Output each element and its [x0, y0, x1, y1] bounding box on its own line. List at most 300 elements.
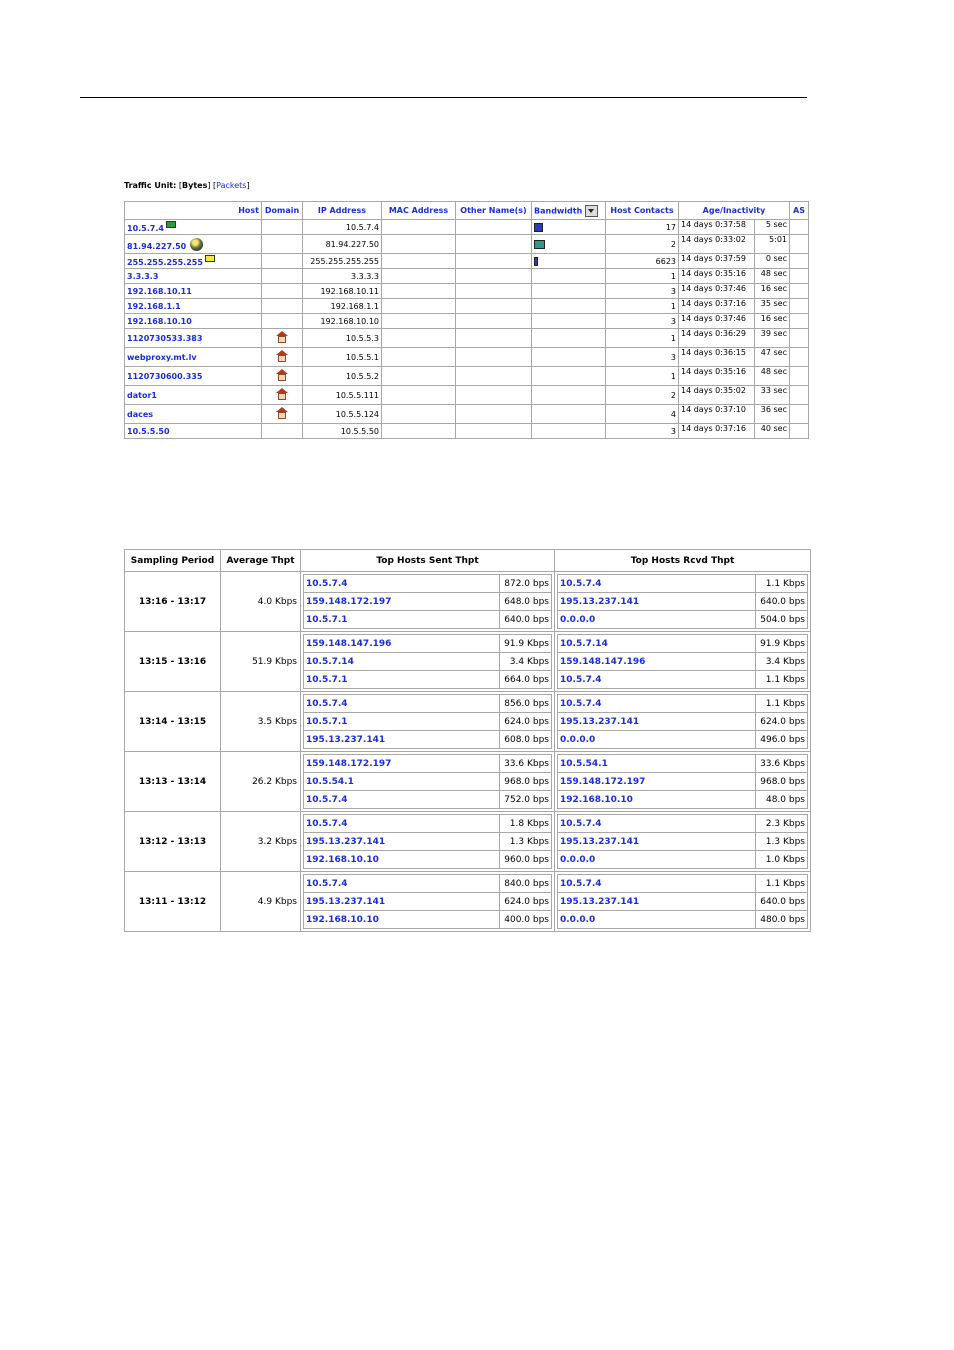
- host-link[interactable]: 195.13.237.141: [304, 893, 500, 911]
- list-item: [304, 575, 552, 593]
- thpt-value: 608.0 bps: [500, 731, 552, 749]
- thpt-value: 752.0 bps: [500, 791, 552, 809]
- table-row: [125, 386, 809, 405]
- host-link[interactable]: 192.168.10.11: [127, 286, 192, 296]
- average-thpt-cell: 3.5 Kbps: [221, 692, 301, 752]
- host-cell[interactable]: [125, 386, 262, 405]
- col-age-header[interactable]: Age/Inactivity: [679, 202, 790, 220]
- col-host-header[interactable]: Host: [125, 202, 262, 220]
- mac-cell: [382, 348, 456, 367]
- age-cell: [679, 235, 790, 254]
- rcvd-hosts-subtable: [557, 874, 808, 929]
- table-row: [125, 405, 809, 424]
- host-link[interactable]: 255.255.255.255: [127, 258, 203, 267]
- bandwidth-cell: [532, 348, 606, 367]
- host-link[interactable]: 192.168.10.10: [304, 851, 500, 869]
- host-link[interactable]: 195.13.237.141: [558, 893, 756, 911]
- mac-cell: [382, 405, 456, 424]
- contacts-cell: 6623: [606, 254, 679, 269]
- hosts-header-row: [125, 202, 809, 220]
- list-item: [304, 635, 552, 653]
- table-row: [125, 572, 811, 632]
- sort-down-icon[interactable]: [585, 205, 598, 217]
- table-row: [125, 367, 809, 386]
- bandwidth-cell: [532, 314, 606, 329]
- bracket-sep: ] [: [207, 181, 217, 190]
- age-cell: [679, 284, 790, 299]
- list-item: [304, 611, 552, 629]
- rcvd-hosts-subtable: [557, 754, 808, 809]
- rcvd-hosts-subtable: [557, 574, 808, 629]
- host-link[interactable]: 192.168.10.10: [558, 791, 756, 809]
- other-names-cell: [456, 405, 532, 424]
- mac-cell: [382, 269, 456, 284]
- bandwidth-cell: [532, 367, 606, 386]
- as-cell: [790, 235, 809, 254]
- mac-cell: [382, 424, 456, 439]
- inactivity-value: 40 sec: [760, 424, 787, 433]
- table-row: [125, 299, 809, 314]
- domain-cell: [262, 329, 303, 348]
- bandwidth-bar: [534, 223, 543, 232]
- host-link[interactable]: 159.148.172.197: [558, 773, 756, 791]
- bandwidth-bar: [534, 240, 545, 249]
- host-link[interactable]: 10.5.7.14: [558, 635, 756, 653]
- list-item: [304, 893, 552, 911]
- host-link[interactable]: 10.5.7.4: [304, 791, 500, 809]
- top-sent-cell: [301, 632, 555, 692]
- host-link[interactable]: 0.0.0.0: [558, 851, 756, 869]
- flag-icon: [205, 255, 215, 262]
- contacts-cell: 2: [606, 386, 679, 405]
- host-cell[interactable]: [125, 314, 262, 329]
- ip-cell: 10.5.5.1: [303, 348, 382, 367]
- thpt-value: 1.3 Kbps: [500, 833, 552, 851]
- thpt-value: 872.0 bps: [500, 575, 552, 593]
- thpt-value: 640.0 bps: [500, 611, 552, 629]
- host-link[interactable]: 10.5.7.4: [304, 875, 500, 893]
- host-link[interactable]: 3.3.3.3: [127, 271, 159, 281]
- hosts-table: [124, 201, 809, 439]
- table-row: [125, 254, 809, 269]
- average-thpt-cell: 4.0 Kbps: [221, 572, 301, 632]
- other-names-cell: [456, 348, 532, 367]
- table-row: [125, 424, 809, 439]
- sampling-period-cell: 13:11 - 13:12: [125, 872, 221, 932]
- other-names-cell: [456, 329, 532, 348]
- other-names-cell: [456, 220, 532, 235]
- table-row: [125, 632, 811, 692]
- average-thpt-cell: 4.9 Kbps: [221, 872, 301, 932]
- list-item: [558, 671, 808, 689]
- contacts-cell: 1: [606, 269, 679, 284]
- thpt-value: 400.0 bps: [500, 911, 552, 929]
- age-cell: [679, 299, 790, 314]
- mac-cell: [382, 314, 456, 329]
- age-value: 14 days 0:35:16: [679, 269, 755, 283]
- domain-cell: [262, 314, 303, 329]
- host-link[interactable]: 159.148.172.197: [304, 755, 500, 773]
- bandwidth-cell: [532, 424, 606, 439]
- host-cell[interactable]: [125, 405, 262, 424]
- host-link[interactable]: 10.5.7.1: [304, 611, 500, 629]
- as-cell: [790, 269, 809, 284]
- domain-cell: [262, 254, 303, 269]
- age-cell: [679, 220, 790, 235]
- mac-cell: [382, 367, 456, 386]
- host-link[interactable]: 10.5.54.1: [304, 773, 500, 791]
- age-cell: [679, 424, 790, 439]
- bandwidth-cell: [532, 254, 606, 269]
- list-item: [558, 815, 808, 833]
- thpt-value: 2.3 Kbps: [756, 815, 808, 833]
- list-item: [558, 575, 808, 593]
- host-link[interactable]: daces: [127, 409, 154, 419]
- domain-cell: [262, 424, 303, 439]
- list-item: [304, 875, 552, 893]
- other-names-cell: [456, 284, 532, 299]
- contacts-cell: 17: [606, 220, 679, 235]
- col-mac-header[interactable]: MAC Address: [382, 202, 456, 220]
- thpt-value: 968.0 bps: [500, 773, 552, 791]
- thpt-value: 1.1 Kbps: [756, 671, 808, 689]
- thpt-value: 640.0 bps: [756, 893, 808, 911]
- mac-cell: [382, 386, 456, 405]
- header-rule: [80, 97, 807, 98]
- ip-cell: 81.94.227.50: [303, 235, 382, 254]
- domain-cell: [262, 299, 303, 314]
- other-names-cell: [456, 424, 532, 439]
- host-link[interactable]: 10.5.7.4: [304, 695, 500, 713]
- ip-cell: 10.5.5.50: [303, 424, 382, 439]
- table-row: [125, 812, 811, 872]
- thpt-value: 91.9 Kbps: [756, 635, 808, 653]
- top-sent-cell: [301, 752, 555, 812]
- host-link[interactable]: 10.5.7.14: [304, 653, 500, 671]
- list-item: [558, 875, 808, 893]
- bandwidth-cell: [532, 220, 606, 235]
- host-link[interactable]: 10.5.54.1: [558, 755, 756, 773]
- col-bandwidth-header[interactable]: [532, 202, 606, 220]
- thpt-value: 624.0 bps: [756, 713, 808, 731]
- table-row: [125, 314, 809, 329]
- sampling-period-cell: 13:13 - 13:14: [125, 752, 221, 812]
- host-link[interactable]: 159.148.147.196: [558, 653, 756, 671]
- sent-hosts-subtable: [303, 754, 552, 809]
- col-average-thpt-header: Average Thpt: [221, 550, 301, 572]
- bandwidth-cell: [532, 284, 606, 299]
- as-cell: [790, 367, 809, 386]
- col-as-header[interactable]: AS: [790, 202, 809, 220]
- host-link[interactable]: 10.5.7.1: [304, 671, 500, 689]
- throughput-table: [124, 549, 811, 932]
- host-cell[interactable]: [125, 284, 262, 299]
- host-link[interactable]: 192.168.10.10: [304, 911, 500, 929]
- host-link[interactable]: 159.148.147.196: [304, 635, 500, 653]
- as-cell: [790, 220, 809, 235]
- inactivity-value: 0 sec: [765, 254, 787, 263]
- age-cell: [679, 314, 790, 329]
- inactivity-value: 47 sec: [760, 348, 787, 357]
- list-item: [558, 851, 808, 869]
- list-item: [558, 893, 808, 911]
- thpt-value: 3.4 Kbps: [756, 653, 808, 671]
- thpt-value: 640.0 bps: [756, 593, 808, 611]
- home-icon: [276, 369, 288, 381]
- contacts-cell: 3: [606, 314, 679, 329]
- other-names-cell: [456, 299, 532, 314]
- traffic-unit-bytes: Bytes: [182, 181, 208, 190]
- table-row: [125, 872, 811, 932]
- host-link[interactable]: 0.0.0.0: [558, 611, 756, 629]
- contacts-cell: 3: [606, 284, 679, 299]
- domain-cell: [262, 220, 303, 235]
- inactivity-value: 48 sec: [760, 367, 787, 376]
- domain-cell: [262, 269, 303, 284]
- host-link[interactable]: 10.5.7.4: [558, 815, 756, 833]
- sampling-period-cell: 13:15 - 13:16: [125, 632, 221, 692]
- thpt-value: 91.9 Kbps: [500, 635, 552, 653]
- thpt-value: 648.0 bps: [500, 593, 552, 611]
- bracket-close: ]: [246, 181, 250, 190]
- inactivity-value: 33 sec: [760, 386, 787, 395]
- list-item: [558, 653, 808, 671]
- domain-cell: [262, 235, 303, 254]
- col-domain-header[interactable]: Domain: [262, 202, 303, 220]
- host-link[interactable]: 10.5.7.4: [558, 575, 756, 593]
- host-cell[interactable]: [125, 235, 262, 254]
- bandwidth-header-label[interactable]: Bandwidth: [534, 206, 583, 215]
- other-names-cell: [456, 314, 532, 329]
- age-value: 14 days 0:36:29: [679, 329, 755, 347]
- host-link[interactable]: 195.13.237.141: [558, 713, 756, 731]
- thpt-value: 960.0 bps: [500, 851, 552, 869]
- other-names-cell: [456, 235, 532, 254]
- age-value: 14 days 0:37:46: [679, 284, 755, 298]
- thpt-value: 504.0 bps: [756, 611, 808, 629]
- host-cell[interactable]: [125, 348, 262, 367]
- host-link[interactable]: 10.5.7.1: [304, 713, 500, 731]
- host-link[interactable]: dator1: [127, 390, 157, 400]
- contacts-cell: 1: [606, 329, 679, 348]
- list-item: [304, 653, 552, 671]
- mac-cell: [382, 284, 456, 299]
- ip-cell: 10.5.5.2: [303, 367, 382, 386]
- bracket-open: [: [178, 181, 182, 190]
- age-value: 14 days 0:36:15: [679, 348, 755, 366]
- ip-cell: 192.168.10.10: [303, 314, 382, 329]
- table-row: [125, 348, 809, 367]
- other-names-cell: [456, 254, 532, 269]
- host-cell[interactable]: [125, 367, 262, 386]
- host-link[interactable]: 10.5.7.4: [127, 224, 164, 233]
- as-cell: [790, 329, 809, 348]
- domain-cell: [262, 348, 303, 367]
- inactivity-value: 48 sec: [760, 269, 787, 278]
- list-item: [558, 635, 808, 653]
- age-value: 14 days 0:37:10: [679, 405, 755, 423]
- host-cell[interactable]: [125, 220, 262, 235]
- traffic-unit-packets-link[interactable]: Packets: [216, 181, 247, 190]
- bandwidth-cell: [532, 299, 606, 314]
- sent-hosts-subtable: [303, 634, 552, 689]
- list-item: [304, 713, 552, 731]
- thpt-value: 33.6 Kbps: [500, 755, 552, 773]
- thpt-value: 480.0 bps: [756, 911, 808, 929]
- sent-hosts-subtable: [303, 814, 552, 869]
- host-cell[interactable]: [125, 329, 262, 348]
- contacts-cell: 3: [606, 348, 679, 367]
- list-item: [304, 791, 552, 809]
- age-value: 14 days 0:37:46: [679, 314, 755, 328]
- host-link[interactable]: 0.0.0.0: [558, 731, 756, 749]
- host-link[interactable]: 195.13.237.141: [558, 833, 756, 851]
- age-value: 14 days 0:33:02: [679, 235, 755, 253]
- age-value: 14 days 0:37:58: [679, 220, 755, 234]
- inactivity-value: 36 sec: [760, 405, 787, 414]
- list-item: [304, 593, 552, 611]
- host-link[interactable]: 195.13.237.141: [304, 731, 500, 749]
- sampling-period-cell: 13:16 - 13:17: [125, 572, 221, 632]
- other-names-cell: [456, 386, 532, 405]
- age-cell: [679, 386, 790, 405]
- thpt-value: 1.1 Kbps: [756, 875, 808, 893]
- host-link[interactable]: 0.0.0.0: [558, 911, 756, 929]
- age-cell: [679, 329, 790, 348]
- col-other-names-header[interactable]: Other Name(s): [456, 202, 532, 220]
- host-link[interactable]: 159.148.172.197: [304, 593, 500, 611]
- sampling-period-cell: 13:12 - 13:13: [125, 812, 221, 872]
- host-cell[interactable]: [125, 254, 262, 269]
- top-sent-cell: [301, 812, 555, 872]
- ip-cell: 192.168.1.1: [303, 299, 382, 314]
- col-contacts-header[interactable]: Host Contacts: [606, 202, 679, 220]
- host-link[interactable]: 10.5.7.4: [558, 671, 756, 689]
- host-link[interactable]: 10.5.7.4: [558, 695, 756, 713]
- table-row: [125, 235, 809, 254]
- host-link[interactable]: 1120730600.335: [127, 371, 203, 381]
- thpt-value: 1.1 Kbps: [756, 575, 808, 593]
- as-cell: [790, 299, 809, 314]
- age-value: 14 days 0:37:59: [679, 254, 755, 268]
- as-cell: [790, 386, 809, 405]
- host-cell[interactable]: [125, 424, 262, 439]
- inactivity-value: 5:01: [769, 235, 787, 244]
- top-rcvd-cell: [555, 872, 811, 932]
- top-sent-cell: [301, 872, 555, 932]
- home-icon: [276, 388, 288, 400]
- list-item: [558, 833, 808, 851]
- host-link[interactable]: 10.5.5.50: [127, 426, 170, 436]
- top-rcvd-cell: [555, 812, 811, 872]
- domain-cell: [262, 367, 303, 386]
- rcvd-hosts-subtable: [557, 694, 808, 749]
- list-item: [558, 611, 808, 629]
- as-cell: [790, 348, 809, 367]
- ip-cell: 10.5.7.4: [303, 220, 382, 235]
- host-link[interactable]: 195.13.237.141: [558, 593, 756, 611]
- host-link[interactable]: 1120730533.383: [127, 333, 203, 343]
- bandwidth-cell: [532, 269, 606, 284]
- inactivity-value: 16 sec: [760, 314, 787, 323]
- thpt-value: 840.0 bps: [500, 875, 552, 893]
- mac-cell: [382, 235, 456, 254]
- domain-cell: [262, 284, 303, 299]
- as-cell: [790, 424, 809, 439]
- age-value: 14 days 0:37:16: [679, 299, 755, 313]
- thpt-value: 1.8 Kbps: [500, 815, 552, 833]
- sent-hosts-subtable: [303, 574, 552, 629]
- mac-cell: [382, 329, 456, 348]
- host-cell[interactable]: [125, 269, 262, 284]
- host-link[interactable]: 10.5.7.4: [304, 815, 500, 833]
- host-link[interactable]: webproxy.mt.lv: [127, 352, 197, 362]
- age-cell: [679, 405, 790, 424]
- sent-hosts-subtable: [303, 874, 552, 929]
- host-link[interactable]: 195.13.237.141: [304, 833, 500, 851]
- host-link[interactable]: 10.5.7.4: [304, 575, 500, 593]
- thpt-value: 1.1 Kbps: [756, 695, 808, 713]
- bandwidth-cell: [532, 386, 606, 405]
- thpt-value: 624.0 bps: [500, 713, 552, 731]
- host-cell[interactable]: [125, 299, 262, 314]
- ip-cell: 10.5.5.3: [303, 329, 382, 348]
- inactivity-value: 39 sec: [760, 329, 787, 338]
- list-item: [304, 671, 552, 689]
- host-link[interactable]: 192.168.1.1: [127, 301, 181, 311]
- list-item: [304, 755, 552, 773]
- col-ip-header[interactable]: IP Address: [303, 202, 382, 220]
- traffic-unit-label: Traffic Unit:: [124, 181, 177, 190]
- age-cell: [679, 367, 790, 386]
- average-thpt-cell: 3.2 Kbps: [221, 812, 301, 872]
- table-row: [125, 329, 809, 348]
- bandwidth-cell: [532, 329, 606, 348]
- top-sent-cell: [301, 572, 555, 632]
- contacts-cell: 4: [606, 405, 679, 424]
- globe-icon: [190, 238, 203, 251]
- age-value: 14 days 0:37:16: [679, 424, 755, 438]
- col-sampling-period-header: Sampling Period: [125, 550, 221, 572]
- as-cell: [790, 254, 809, 269]
- rcvd-hosts-subtable: [557, 634, 808, 689]
- ip-cell: 10.5.5.124: [303, 405, 382, 424]
- host-link[interactable]: 81.94.227.50: [127, 241, 187, 251]
- age-cell: [679, 254, 790, 269]
- home-icon: [276, 350, 288, 362]
- top-rcvd-cell: [555, 632, 811, 692]
- list-item: [304, 731, 552, 749]
- home-icon: [276, 331, 288, 343]
- other-names-cell: [456, 367, 532, 386]
- list-item: [304, 815, 552, 833]
- list-item: [558, 593, 808, 611]
- thpt-value: 496.0 bps: [756, 731, 808, 749]
- col-top-hosts-sent-header: Top Hosts Sent Thpt: [301, 550, 555, 572]
- host-link[interactable]: 192.168.10.10: [127, 316, 192, 326]
- host-link[interactable]: 10.5.7.4: [558, 875, 756, 893]
- throughput-header-row: [125, 550, 811, 572]
- thpt-value: 33.6 Kbps: [756, 755, 808, 773]
- thpt-value: 1.3 Kbps: [756, 833, 808, 851]
- table-row: [125, 220, 809, 235]
- home-icon: [276, 407, 288, 419]
- contacts-cell: 3: [606, 424, 679, 439]
- list-item: [558, 791, 808, 809]
- sampling-period-cell: 13:14 - 13:15: [125, 692, 221, 752]
- list-item: [304, 851, 552, 869]
- thpt-value: 968.0 bps: [756, 773, 808, 791]
